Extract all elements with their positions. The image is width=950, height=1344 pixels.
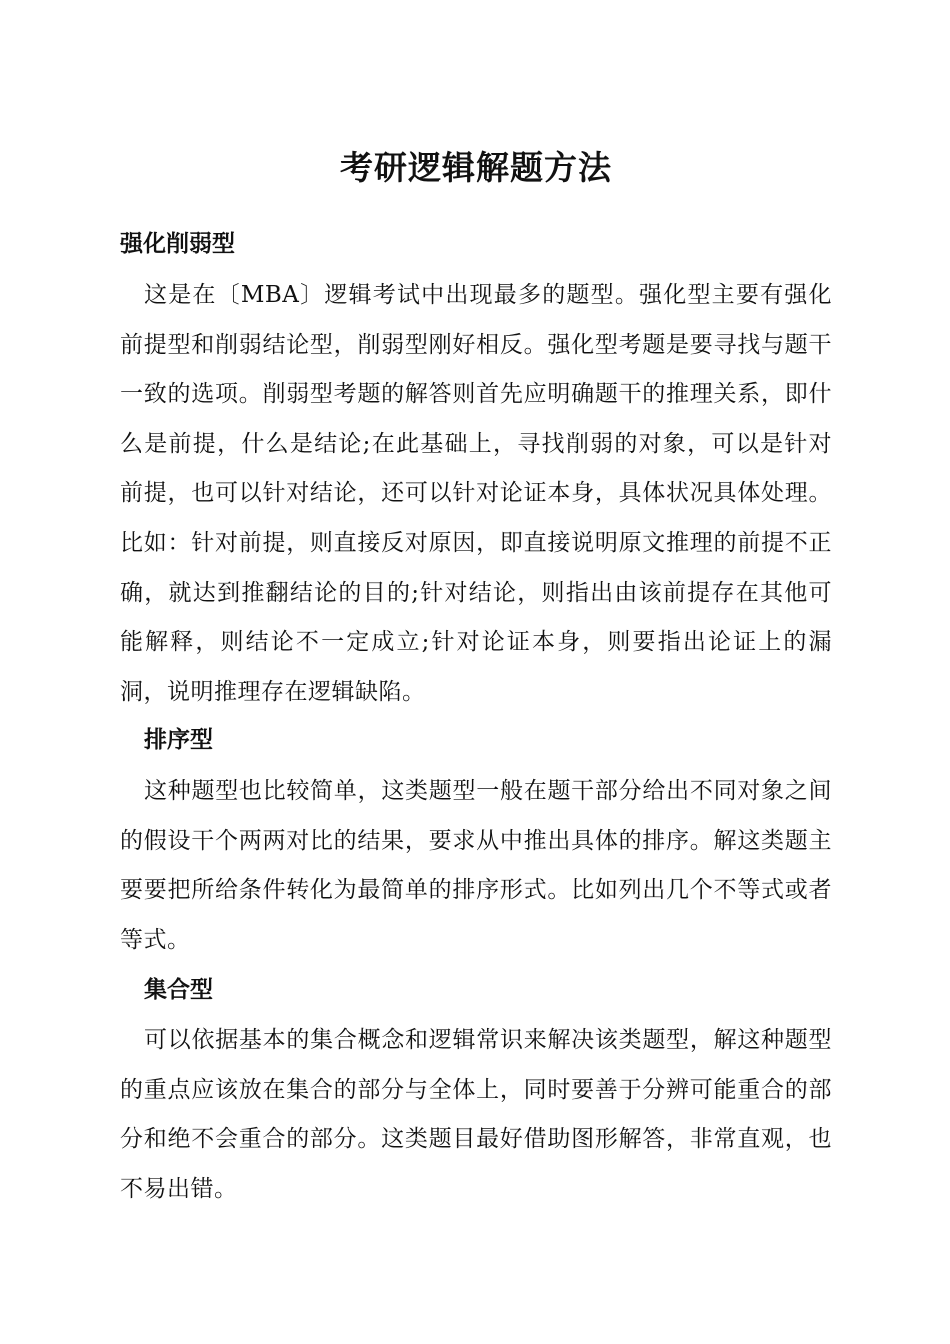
section-heading-set: 集合型: [144, 976, 213, 1003]
document-title: 考研逻辑解题方法: [340, 148, 612, 187]
section-heading-strengthen-weaken: 强化削弱型: [120, 230, 235, 257]
section-body-strengthen-weaken: 这是在〔MBA〕逻辑考试中出现最多的题型。强化型主要有强化前提型和削弱结论型，削弱型刚好相反。强化型考题是要寻找与题干一致的选项。削弱型考题的解答则首先应明确题干的推理关系，即什么是前提，什么是结论;在此基础上，寻找削弱的对象，可以是针对前提，也可以针对结论，还可以针对论证本身，具体状况具体处理。比如：针对前提，则直接反对原因，即直接说明原文推理的前提不正确，就达到推翻结论的目的;针对结论，则指出由该前提存在其他可能解释，则结论不一定成立;针对论证本身，则要指出论证上的漏洞，说明推理存在逻辑缺陷。: [120, 282, 832, 705]
section-body-ordering: 这种题型也比较简单，这类题型一般在题干部分给出不同对象之间的假设干个两两对比的结果，要求从中推出具体的排序。解这类题主要要把所给条件转化为最简单的排序形式。比如列出几个不等式或者等式。: [120, 778, 832, 953]
section-heading-ordering: 排序型: [144, 726, 213, 753]
section-body-set: 可以依据基本的集合概念和逻辑常识来解决该类题型，解这种题型的重点应该放在集合的部分与全体上，同时要善于分辨可能重合的部分和绝不会重合的部分。这类题目最好借助图形解答，非常直观，也不易出错。: [120, 1027, 832, 1202]
